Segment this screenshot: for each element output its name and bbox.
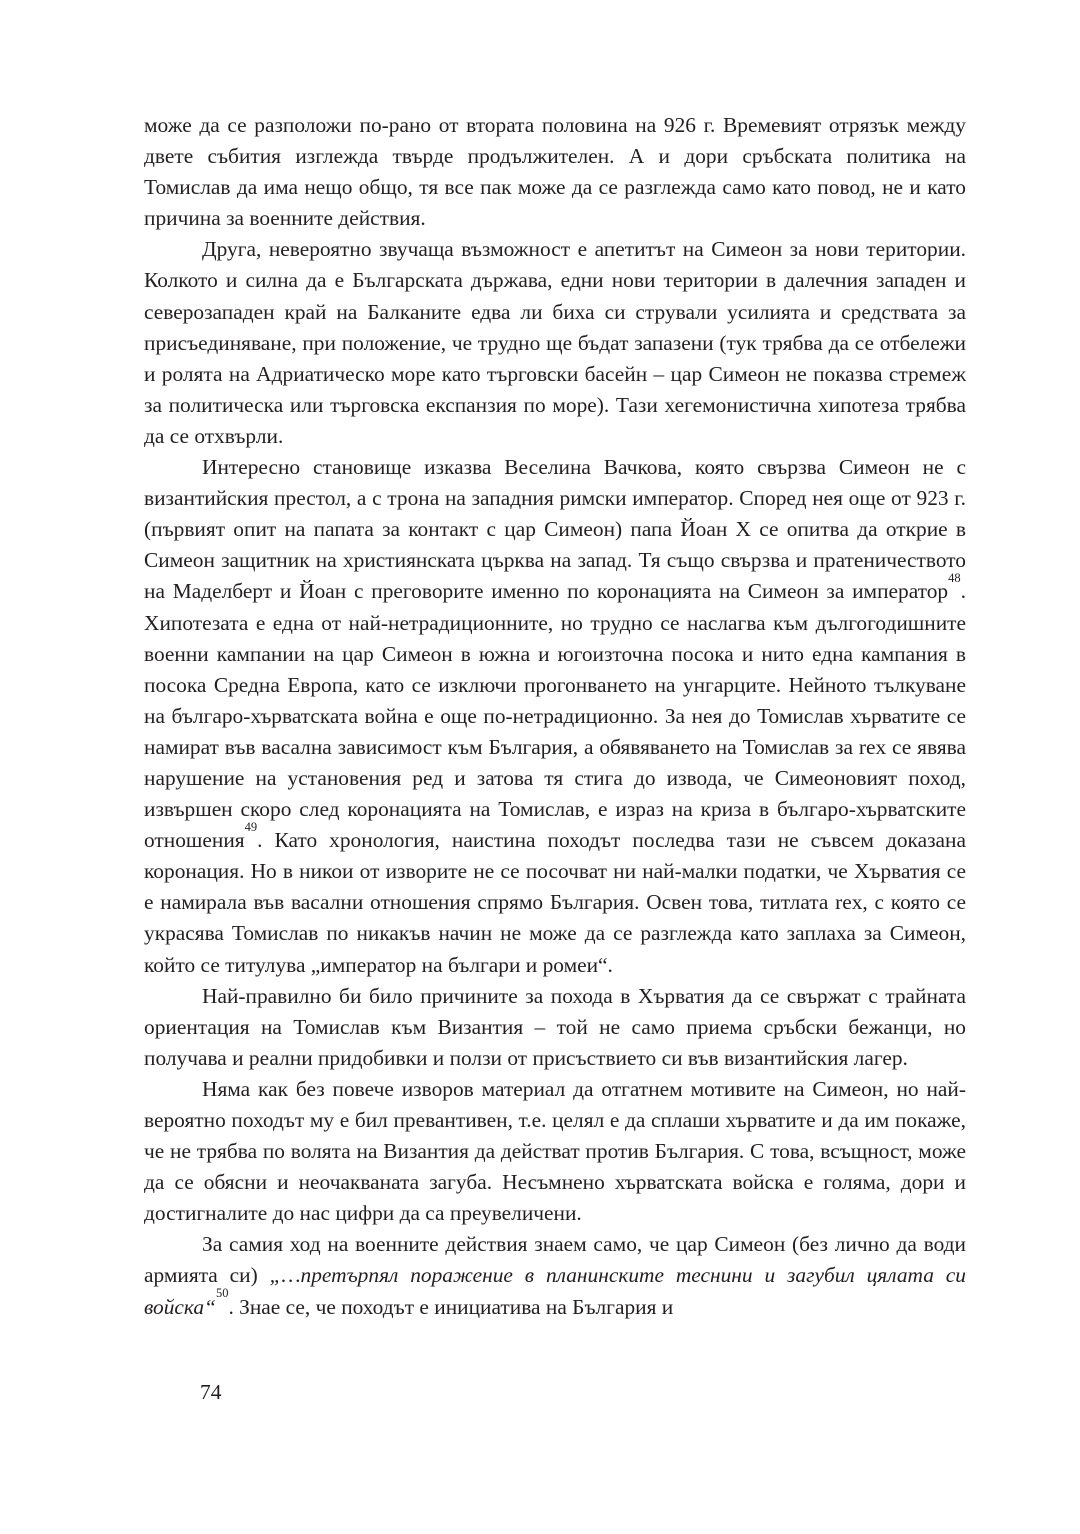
paragraph-3-text-part3: . Като хронология, наистина походът последва тази не съвсем доказана коронация. Но в никои от изворите не се посочват ни най-малки податки, че Хърватия се е намирала във васални отношения спрямо България. Освен това, титлата rex, с която се украсява Томислав по никакъв начин не може да се разглежда като заплаха за Симеон, който се титулува „император на българи и ромеи“.: [144, 828, 966, 977]
paragraph-3-text-part2: . Хипотезата е една от най-нетрадиционните, но трудно се наслагва към дългогодишните военни кампании на цар Симеон в южна и югоизточна посока и нито една кампания в посока Средна Европа, като се изключи прогонването на унгарците. Нейното тълкуване на българо-хърватската война е още по-нетрадиционно. За нея до Томислав хърватите се намират във васална зависимост към България, а обявяването на Томислав за rex се явява нарушение на установения ред и затова тя стига до извода, че Симеоновият поход, извършен скоро след коронацията на Томислав, е израз на криза в българо-хърватските отношения: [144, 579, 966, 853]
page-body: [144, 110, 966, 1323]
paragraph-2: [144, 234, 966, 452]
paragraph-3: [144, 452, 966, 981]
paragraph-5: [144, 1074, 966, 1229]
paragraph-4: [144, 981, 966, 1074]
footnote-ref-49: 49: [244, 820, 258, 835]
footnote-ref-50: 50: [215, 1286, 229, 1301]
paragraph-3-text-part1: Интересно становище изказва Веселина Вачкова, която свързва Симеон не с византийския престол, а с трона на западния римски император. Според нея още от 923 г. (първият опит на папата за контакт с цар Симеон) папа Йоан Х се опитва да открие в Симеон защитник на християнската църква на запад. Тя също свързва и пратеничеството на Маделберт и Йоан с преговорите именно по коронацията на Симеон за император: [144, 455, 966, 604]
paragraph-1: [144, 110, 966, 234]
page-number: 74: [200, 1380, 222, 1404]
paragraph-6-text-part1: За самия ход на военните действия знаем само, че цар Симеон (без лично да води армията си): [144, 1232, 966, 1288]
footnote-ref-48: 48: [948, 571, 961, 586]
paragraph-6: [144, 1229, 966, 1322]
paragraph-5-text: Няма как без повече изворов материал да отгатнем мотивите на Симеон, но най-вероятно походът му е бил превантивен, т.е. целял е да сплаши хърватите и да им покаже, че не трябва по волята на Византия да действат против България. С това, всъщност, може да се обясни и неочакваната загуба. Несъмнено хърватската войска е голяма, дори и достигналите до нас цифри да са преувеличени.: [144, 1076, 966, 1226]
paragraph-4-text: Най-правилно би било причините за похода в Хърватия да се свържат с трайната ориентация на Томислав към Византия – той не само приема сръбски бежанци, но получава и реални придобивки и ползи от присъствието си във византийския лагер.: [144, 983, 966, 1070]
paragraph-1-text: може да се разположи по-рано от втората половина на 926 г. Времевият отрязък между двете събития изглежда твърде продължителен. А и дори сръбската политика на Томислав да има нещо общо, тя все пак може да се разглежда само като повод, не и като причина за военните действия.: [144, 113, 966, 231]
paragraph-6-text-part2: . Знае се, че походът е инициатива на България и: [228, 1294, 674, 1319]
italic-quote: „…претърпял поражение в планинските теснини и загубил цялата си войска“: [144, 1263, 966, 1319]
paragraph-2-text: Друга, невероятно звучаща възможност е апетитът на Симеон за нови територии. Колкото и силна да е Българската държава, едни нови територии в далечния западен и северозападен край на Балканите едва ли биха си стрували усилията и средствата за присъединяване, при положение, че трудно ще бъдат запазени (тук трябва да се отбележи и ролята на Адриатическо море като търговски басейн – цар Симеон не показва стремеж за политическа или търговска експанзия по море). Тази хегемонистична хипотеза трябва да се отхвърли.: [144, 237, 966, 448]
